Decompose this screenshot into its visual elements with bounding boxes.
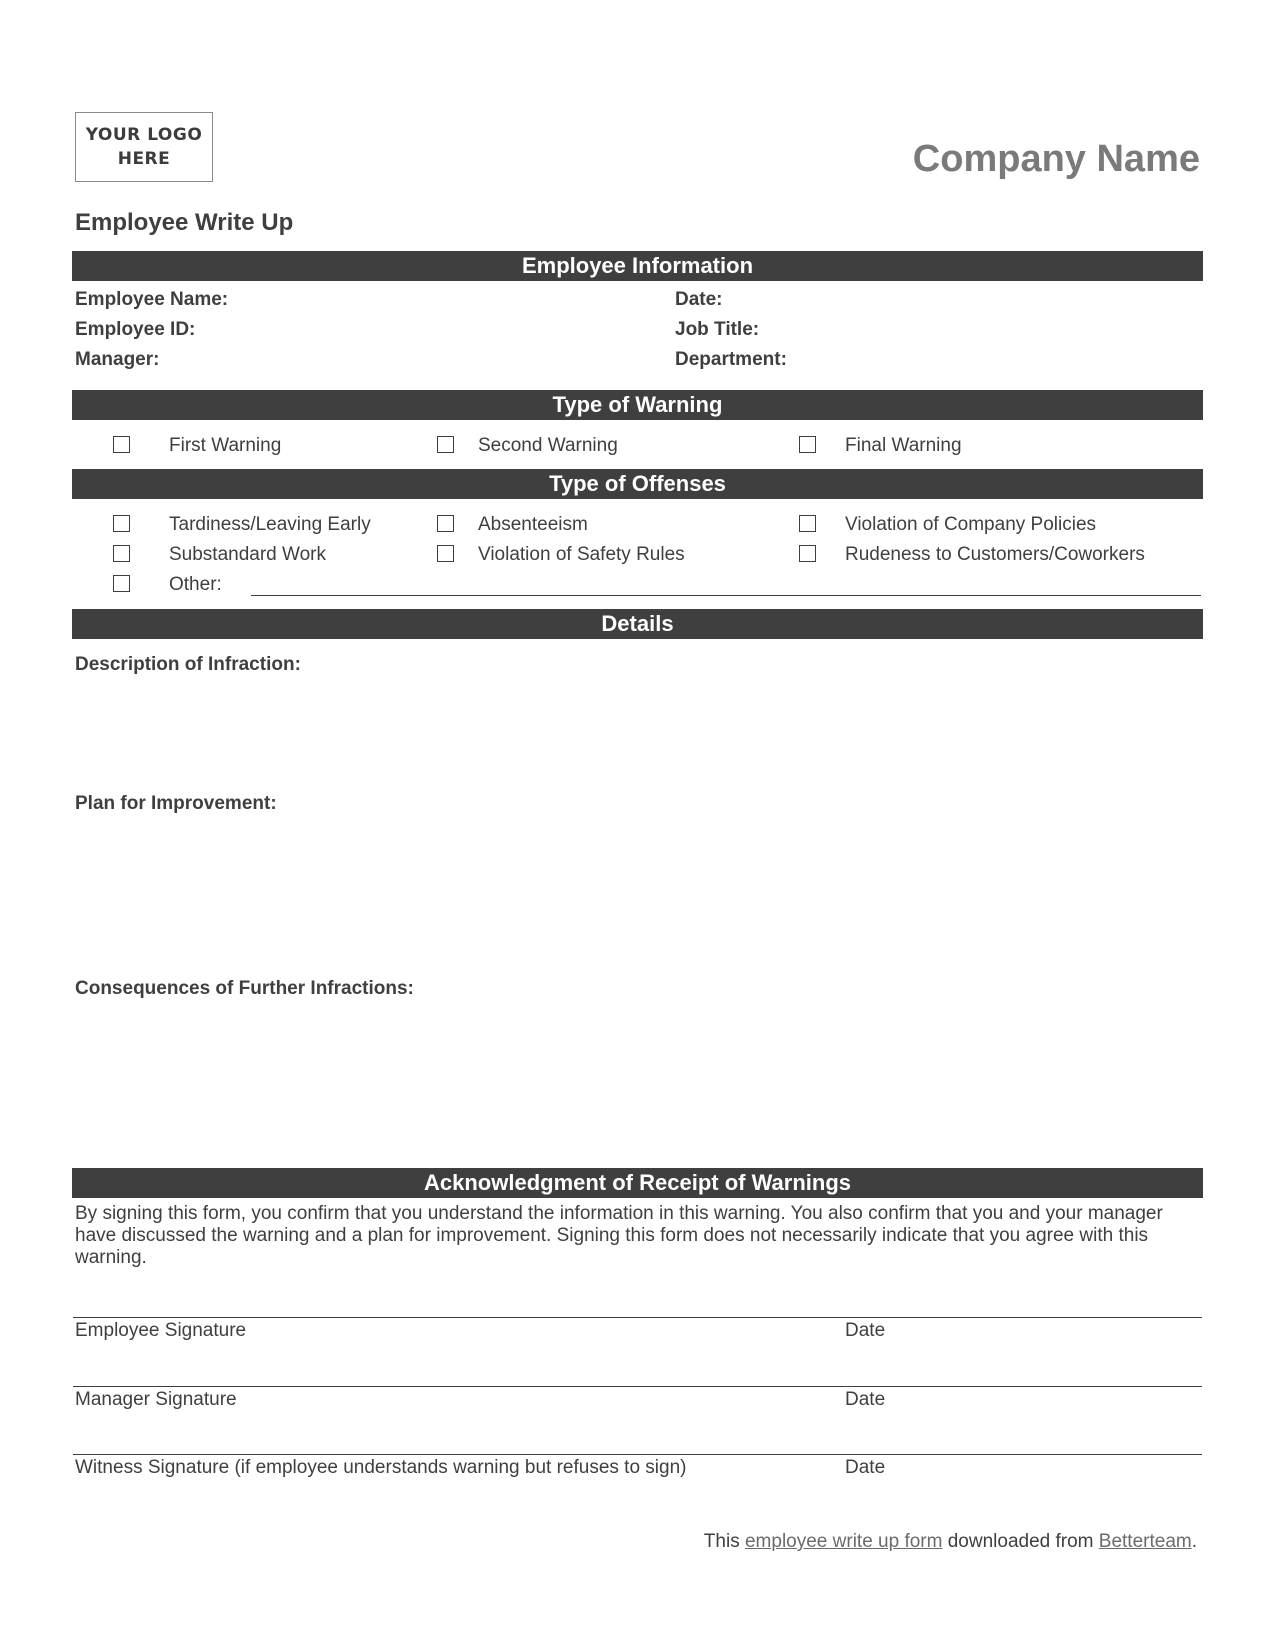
field-manager[interactable]: Manager: — [75, 349, 160, 370]
document-title: Employee Write Up — [75, 209, 294, 236]
field-date[interactable]: Date: — [675, 289, 723, 310]
logo-placeholder — [75, 112, 213, 182]
description-of-infraction-field[interactable] — [75, 680, 1203, 780]
manager-signature-label: Manager Signature — [75, 1389, 237, 1410]
footer-prefix: This — [703, 1531, 745, 1552]
consequences-label: Consequences of Further Infractions: — [75, 978, 414, 999]
manager-signature-date-label: Date — [845, 1389, 886, 1410]
final-warning-label: Final Warning — [845, 435, 962, 456]
employee-signature-date-label: Date — [845, 1320, 886, 1341]
consequences-field[interactable] — [75, 1004, 1203, 1154]
second-warning-label: Second Warning — [478, 435, 618, 456]
plan-for-improvement-field[interactable] — [75, 820, 1203, 970]
first-warning-label: First Warning — [169, 435, 282, 456]
company-policies-checkbox[interactable] — [799, 515, 816, 532]
witness-signature-date-label: Date — [845, 1457, 886, 1478]
employee-signature-line[interactable] — [73, 1317, 1202, 1318]
absenteeism-checkbox[interactable] — [437, 515, 454, 532]
footer-suffix: . — [1191, 1531, 1197, 1552]
rudeness-label: Rudeness to Customers/Coworkers — [845, 544, 1145, 565]
rudeness-checkbox[interactable] — [799, 545, 816, 562]
section-details: Details — [72, 609, 1203, 639]
footer-attribution — [704, 1531, 1197, 1553]
section-type-of-warning: Type of Warning — [72, 390, 1203, 420]
witness-signature-label: Witness Signature (if employee understands warning but refuses to sign) — [75, 1457, 687, 1478]
section-acknowledgment: Acknowledgment of Receipt of Warnings — [72, 1168, 1203, 1198]
witness-signature-line[interactable] — [73, 1454, 1202, 1455]
safety-rules-checkbox[interactable] — [437, 545, 454, 562]
section-employee-information: Employee Information — [72, 251, 1203, 281]
betterteam-link[interactable]: Betterteam — [1098, 1531, 1192, 1552]
manager-signature-line[interactable] — [73, 1386, 1202, 1387]
footer-middle: downloaded from — [942, 1531, 1099, 1552]
section-type-of-offenses: Type of Offenses — [72, 469, 1203, 499]
field-employee-name[interactable]: Employee Name: — [75, 289, 229, 310]
acknowledgment-text: By signing this form, you confirm that you understand the information in this warning. You also confirm that you and your manager have discussed the warning and a plan for improvement. Signing this form does not necessarily indicate that you agree with this warning. — [75, 1203, 1163, 1268]
other-checkbox[interactable] — [113, 575, 130, 592]
field-employee-id[interactable]: Employee ID: — [75, 319, 196, 340]
substandard-work-checkbox[interactable] — [113, 545, 130, 562]
employee-write-up-form-link[interactable]: employee write up form — [744, 1531, 943, 1552]
tardiness-checkbox[interactable] — [113, 515, 130, 532]
substandard-work-label: Substandard Work — [169, 544, 327, 565]
final-warning-checkbox[interactable] — [799, 436, 816, 453]
safety-rules-label: Violation of Safety Rules — [478, 544, 685, 565]
other-input-line[interactable] — [251, 595, 1201, 596]
logo-text: YOUR LOGO HERE — [85, 125, 203, 169]
field-job-title[interactable]: Job Title: — [675, 319, 760, 340]
plan-for-improvement-label: Plan for Improvement: — [75, 793, 277, 814]
description-of-infraction-label: Description of Infraction: — [75, 654, 301, 675]
company-name: Company Name — [912, 138, 1200, 180]
first-warning-checkbox[interactable] — [113, 436, 130, 453]
field-department[interactable]: Department: — [675, 349, 787, 370]
absenteeism-label: Absenteeism — [478, 514, 588, 535]
company-policies-label: Violation of Company Policies — [845, 514, 1097, 535]
tardiness-label: Tardiness/Leaving Early — [169, 514, 371, 535]
other-label: Other: — [169, 574, 222, 595]
employee-signature-label: Employee Signature — [75, 1320, 247, 1341]
second-warning-checkbox[interactable] — [437, 436, 454, 453]
